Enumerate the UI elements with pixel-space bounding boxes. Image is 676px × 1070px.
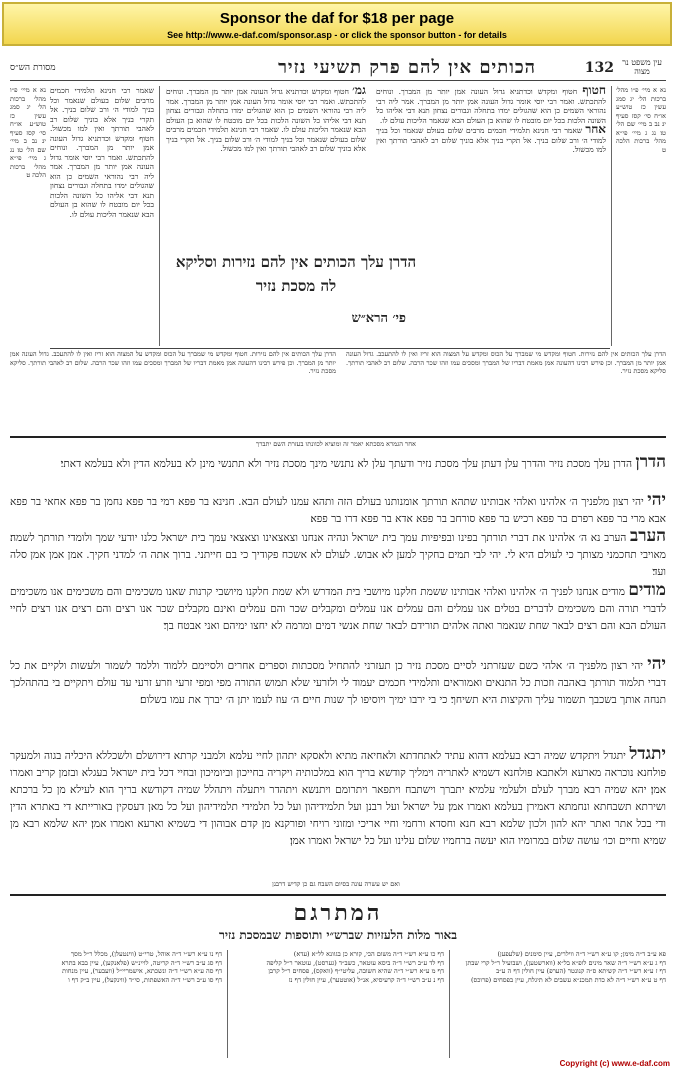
ein-mishpat-label: עין משפט נר מצוה: [622, 58, 662, 76]
yitgadal-drop-word: יתגדל: [629, 746, 666, 764]
yehi-ratzon-paragraph: [10, 656, 666, 744]
yehi-ratzon-drop-word: יהי: [647, 656, 666, 674]
gemara-text-2: שאמר רבי חנינא תלמידי חכמים מרבים שלום בעולם שנאמר וכל בניך למודי ה׳ ורב שלום בניך. אל תקרי בניך אלא בוניך שלום רב לאהבי תורתך ואין למו מכשול.: [166, 125, 366, 153]
matargem-entry: דף ז ע״א רש״י ד״ה קשיתא ס״ה קנונטר (הערפ) עיין חולין דף ה ע״ב: [496, 967, 666, 975]
column-divider: [227, 950, 228, 1058]
header-rule: [10, 80, 666, 81]
matargem-entry: דף סג ע״ב רש״י ד״ה קריטה, לויינ״ש (פלאנקען), עיין בבא בתרא: [61, 958, 222, 967]
column-divider: [611, 86, 612, 346]
matargem-column-right: [456, 950, 666, 1058]
matargem-entry: דף לד ע״ב רש״י ד״ה ביסא עוטאר, כשב״ד (גערסט), עוטאר ר״ל קליפה: [266, 958, 444, 967]
start-word-achar: אחר: [585, 122, 606, 136]
hadran-drop-word: הדרן: [635, 454, 666, 472]
banner-subtitle[interactable]: See http://www.e-daf.com/sponsor.asp - or click the sponsor button - for details: [167, 30, 507, 40]
page-number: 132: [584, 60, 614, 76]
start-word-chatof: חטוף: [582, 86, 606, 97]
rashi-column: [376, 86, 606, 244]
matargem-entry: דף ג ע״א רש״י ד״ה שאר מינים לופ״א בל״א (ווארשטען), ושבועיל ר״ל קרי שבתן: [465, 958, 666, 967]
matargem-entry: פא ע״ב ד״ה מימן; קו ע״א רש״י ד״ה ווילרים, עיין סימנים (שלעפען): [497, 950, 666, 958]
hadran-paragraph: [10, 454, 666, 490]
gemara-text: חטוף ומקדש וכדתניא גדול העונה אמן יותר מן המברך. ונוחים להתכתש. ואמר רבי יוסי אומר גדול העונה אמן יותר מן המברך. אמר ליה רבי נהוראי השמים כן הוא שהגולים ימדו בתחלה וגבורים נצחון תנא דבי אליהו כל השונה הלכות בכל יום מובטח לו שהוא בן העולם הבא שנאמר הליכות עולם לו.: [166, 87, 366, 134]
section-rule: [50, 348, 610, 349]
rashi-text: חטוף ומקדש וכדתניא גדול העונה אמן יותר מן המברך. ונוחים להתכתש. ואמר רבי יוסי אומר גדול העונה אמן יותר מן המברך. אמר ליה רבי נהוראי השמים כן הוא שהגולים ימדו בתחלה וגבורים נצחון תנא דבי אליהו כל השונה הלכות בכל יום מובטח לו שהוא בן העולם הבא שנאמר הליכות עולם לו.: [376, 87, 606, 125]
matargem-entry: דף כו ע״א רש״י ד״ה משום הכי, קורא כן בגוונא לל״א (עדא): [293, 950, 444, 958]
yehi-drop-word: יהי: [647, 492, 666, 510]
tosafot-column: [50, 86, 154, 344]
haarev-text: הערב נא ה׳ אלהינו את דברי תורתך בפינו ובפיפיות עמך בית ישראל ונהיה אנחנו וצאצאינו וצאצאי עמך בית ישראל כלנו יודעי שמך ולומדי תורתך לשמה׃ מאויבי תחכמני מצותך כי לעולם היא לי. יהי לבי תמים בחקיך למען לא אבוש. לעולם לא אשכח פקודיך כי בם חייתני. ברוך אתה ה׳ למדני חקיך. אמן אמן אמן סלה ועד׃: [10, 532, 666, 578]
ein-mishpat-column: נא א מיי׳ פ״ו מהל׳ ברכות הל׳ יג סמג עשין כז טוש״ע או״ח סי׳ קסז סעיף יג׃ נב ב מיי׳ שם הל׳ טו׃ נג ג מיי׳ פי״א מהל׳ ברכות הלכה ט׃: [616, 86, 666, 154]
matargem-entry: דף נו ע״א רש״י ד״ה אוהל, טרי״ט (ווינטעלן), מכלל ר״ל מסך: [70, 950, 222, 958]
column-divider: [159, 86, 160, 346]
modim-text: מודים אנחנו לפניך ה׳ אלהינו ואלהי אבותינו ששמת חלקנו מיושבי בית המדרש ולא שמת חלקנו מיושבי קרנות שאנו משכימים והם משכימים אנו משכימים לדברי תורה והם משכימים לדברים בטלים אנו עמלים והם עמלים אנו עמלים ומקבלים שכר והם עמלים ואינם מקבלים שכר אנו רצים והם רצים אנו רצים לחיי העולם הבא והם רצים לבאר שחת שנאמר ואתה אלהים תורידם לבאר שחת אנשי דמים ומרמה לא יחצו ימיהם ואני אבטח בך׃: [10, 586, 666, 632]
matargem-rule: [10, 894, 666, 896]
hamatargem-title: המתרגם: [293, 900, 383, 926]
rashi-text-2: שאמר רבי חנינא תלמידי חכמים מרבים שלום בעולם שנאמר וכל בניך למודי ה׳ ורב שלום בניך. אל תקרי בניך אלא בוניך שלום רב לאהבי תורתך ואין למו מכשול.: [376, 126, 606, 154]
gemara-main-column: [166, 86, 366, 244]
matargem-entry: דף סו ע״ב רש״י ד״ה האשפתות, סי״ד (ווינקעל), עיין ב״ק דף ו: [68, 975, 222, 984]
copyright-link[interactable]: Copyright (c) www.e-daf.com: [559, 1059, 670, 1068]
matargem-entry: דף סה ע״א רש״י ד״ה ונשכתא, אישמריי״ל (וועבער), עיין מנחות: [62, 967, 222, 975]
sponsor-banner[interactable]: [2, 2, 672, 46]
masoret-hashas-label: מסורת הש״ס: [10, 63, 56, 73]
kaddish-text: יתגדל ויתקדש שמיה רבא בעלמא דהוא עתיד לאתחדתא ולאחיאה מתיא ולאסקא יתהון לחיי עלמא ולמבני קרתא דירושלם ולשכללא היכליה בגוה ולמעקר פולחנא נוכראה מארעא ולאתבא פולחנא דשמיא לאתריה וימליך קודשא בריך הוא במלכותיה ויקריה בחייכון וביומיכון ובחיי דכל בית ישראל בעגלא ובזמן קריב ואמרו אמן׃ יהא שמיה רבא מברך לעלם ולעלמי עלמיא׃ יתברך וישתבח ויתפאר ויתרומם ויתנשא ויתהדר ויתעלה ויתהלל שמיה דקודשא בריך הוא׃ לעילא מן כל ברכתא ושירתא תשבחתא ונחמתא דאמירן בעלמא ואמרו אמן׃ על ישראל ועל רבנן ועל תלמידיהון ועל כל תלמידי תלמידיהון ועל כל מאן דעסקין באורייתא די באתרא הדין ודי בכל אתר ואתר יהא להון ולכון שלמא רבא חנא וחסדא ורחמי וחיי אריכי ומזוני רויחי ופורקנא מן קדם אבוהון די בשמיא וארעא ואמרו אמן׃ יהא שלמא רבא מן שמיא וחיים וכו׳ עושה שלום במרומיו הוא יעשה ברחמיו שלום עלינו ועל כל ישראל ואמרו אמן׃: [10, 750, 666, 847]
running-title: הכותים אין להם פרק תשיעי נזיר: [278, 57, 536, 78]
hadran-paragraph-text: הדרן עלך מסכת נזיר והדרך עלן דעתן עלך מסכת נזיר ודעתך עלן לא נתנשי מינך מסכת נזיר ולא תתנשי מינן לא בעלמא הדין ולא בעלמא דאתי׃: [60, 458, 633, 470]
matargem-column-middle: [234, 950, 444, 1058]
talmud-page: [10, 52, 666, 1060]
tosafot-text: שאמר רבי חנינא תלמידי חכמים מרבים שלום בעולם שנאמר וכל בניך למודי ה׳ ורב שלום בניך. אל תקרי בניך אלא בוניך שלום רב לאהבי תורתך ואין למו מכשול.: [50, 86, 154, 133]
matargem-column-left: [10, 950, 222, 1058]
rosh-text-right: הדרן עלך הכותים אין להם נזירות. חטוף ומקדש מי שמברך על הכוס ומקדש על המצוה הוא זריז ואין לו להתעכב. גדול העונה אמן יותר מן המברך. וכן פירש רבינו דהעונה אמן מאמת דבריו של המברך ומסכים עמו וזהו שכר הרבה. שלום רב לאהבי תורתך. סליקא מסכת נזיר.: [346, 350, 666, 375]
kaddish-paragraph: [10, 746, 666, 878]
banner-title[interactable]: Sponsor the daf for $18 per page: [219, 10, 455, 27]
matargem-entry: דף מ ע״א רש״י ד״ה שהיא חשובה, עליטי״ף (וואקס), פסחים ר״ל קרבן: [268, 967, 444, 975]
matargem-entry: דף נ ע״ב רש״י ד״ה קרעיסיא, אנ״ל (אוטטער), עיין חולין דף נז: [288, 975, 444, 984]
haarev-paragraph: [10, 528, 666, 580]
names-text: יהי רצון מלפניך ה׳ אלהינו ואלהי אבותינו שתהא תורתך אומנותנו בעולם הזה ותהא עמנו לעולם הבא. חנינא בר פפא רמי בר פפא נחמן בר פפא אחאי בר פפא אבא מרי בר פפא רפרם בר פפא רכיש בר פפא סורחב בר פפא אדא בר פפא דרו בר פפא׃: [10, 496, 666, 525]
yehi-ratzon-text: יהי רצון מלפניך ה׳ אלהי כשם שעזרתני לסיים מסכת נזיר כן תעזרני להתחיל מסכתות וספרים אחרים ולסיימם ללמוד וללמד לשמור ולעשות ולקיים את כל דברי תלמוד תורתך באהבה וזכות כל התנאים ואמוראים ותלמידי חכמים יעמוד לי ולזרעי שלא תמוש התורה מפי ומפי זרעי וזרע זרעי עד עולם ויתקיים בי בהתהלכך תנחה אותך בשכבך תשמור עליך והקיצות היא תשיחך׃ כי בי ירבו ימיך ויוסיפו לך שנות חיים׃ ה׳ עוז לעמו יתן ה׳ יברך את עמו בשלום׃: [10, 660, 666, 706]
start-word-gemara: גמ׳: [352, 86, 366, 97]
hadran-title: הדרן עלך הכותים אין להם נזירות וסליקא לה מסכת נזיר: [175, 253, 417, 295]
page-header: [10, 56, 666, 82]
rosh-text-left: הדרן עלך הכותים אין להם נזירות. חטוף ומקדש מי שמברך על הכוס ומקדש על המצוה הוא זריז ואין לו להתעכב. גדול העונה אמן יותר מן המברך. וכן פירש רבינו דהעונה אמן מאמת דבריו של המברך ומסכים עמו וזהו שכר הרבה. שלום רב לאהבי תורתך. סליקא מסכת נזיר.: [10, 350, 336, 375]
siyum-intro: אחר הגמרא מסכתא יאמר זה ומוציא לכוונתו בעזרת השם יתברך: [256, 440, 416, 448]
closing-note: ואם יש עשרה עונה בסיום השבח גם כן קדיש דרבנן: [272, 880, 400, 888]
yehi-ratzon-names: [10, 492, 666, 526]
tosafot-text-2: חטוף ומקדש וכדתניא גדול העונה אמן יותר מן המברך. ונוחים להתכתש. ואמר רבי יוסי אומר גדול העונה אמן יותר מן המברך. אמר ליה רבי נהוראי השמים כן הוא שהגולים ימדו בתחלה וגבורים נצחון תנא דבי אליהו כל השונה הלכות בכל יום מובטח לו שהוא בן העולם הבא שנאמר הליכות עולם לו.: [50, 133, 154, 219]
modim-drop-word: מודים: [628, 582, 666, 600]
matargem-entry: דף ט ע״א רש״י ד״ה לא כדת תמכנ״א עשבים לא תיגלח, עיין בפסחים (פרוכס): [471, 975, 666, 984]
modim-paragraph: [10, 582, 666, 652]
rosh-heading: פי׳ הרא״ש: [351, 311, 406, 326]
siyum-rule: [10, 436, 666, 438]
column-divider: [449, 950, 450, 1058]
haarev-drop-word: הערב: [630, 528, 666, 546]
masoret-column: נא א מיי׳ פ״ו מהל׳ ברכות הל׳ יג סמג עשין כז טוש״ע או״ח סי׳ קסז סעיף יג׃ נב ב מיי׳ שם הל׳ טו׃ נג ג מיי׳ פי״א מהל׳ ברכות הלכה ט׃: [10, 86, 46, 179]
hamatargem-subtitle: באור מלות הלעזיות שברש״י ותוספות שבמסכת נזיר: [218, 928, 458, 942]
